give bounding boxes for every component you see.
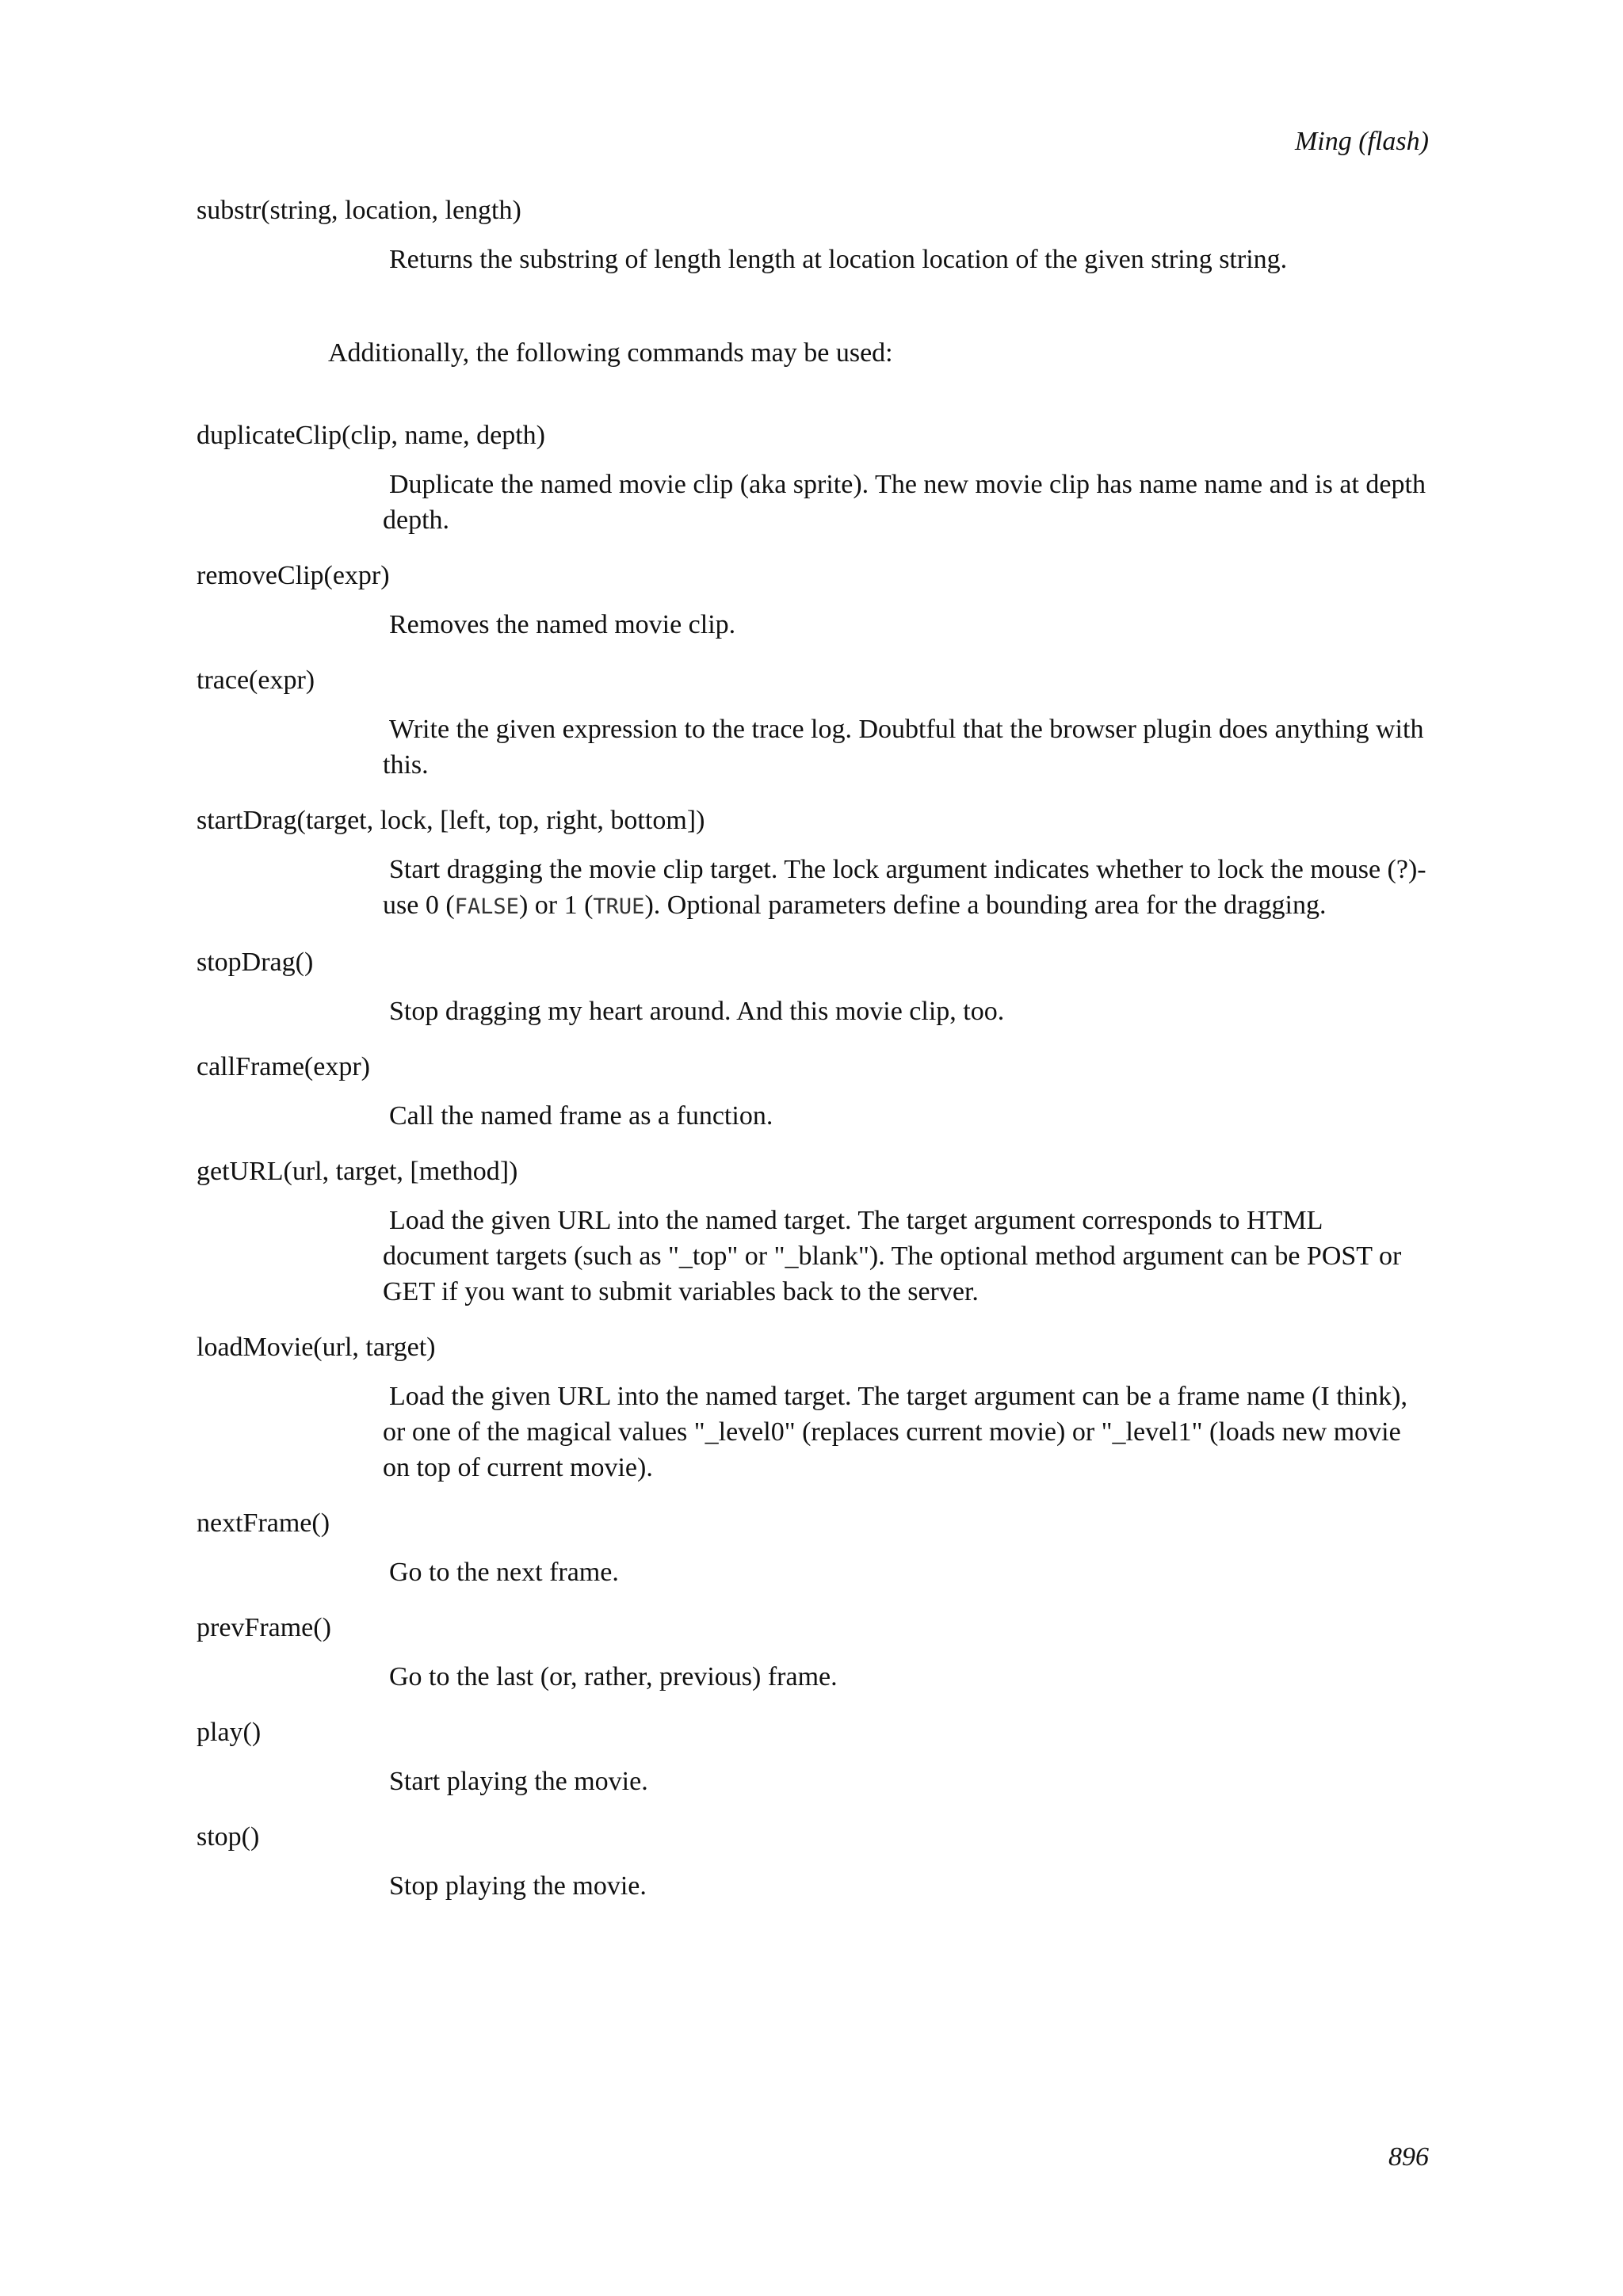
entry-description: Stop playing the movie.: [389, 1871, 647, 1901]
function-list: [197, 193, 1433, 1924]
entry-term: getURL(url, target, [method]): [197, 1157, 518, 1186]
entry-term: substr(string, location, length): [197, 196, 521, 225]
entry-term: prevFrame(): [197, 1613, 331, 1642]
desc-text: ) or 1 (: [518, 891, 594, 920]
code-false: FALSE: [454, 894, 519, 919]
page-number: 896: [1388, 2142, 1429, 2172]
entry-term: stopDrag(): [197, 948, 314, 977]
entry-description: Stop dragging my heart around. And this movie clip, too.: [389, 997, 1005, 1026]
entry-substr: [197, 193, 1433, 277]
entry-description: Start playing the movie.: [389, 1767, 648, 1796]
entry-description: Go to the next frame.: [389, 1558, 619, 1587]
running-header: Ming (flash): [1294, 127, 1429, 156]
entry-nextframe: [197, 1506, 1433, 1590]
entry-term: duplicateClip(clip, name, depth): [197, 421, 545, 450]
entry-geturl: [197, 1154, 1433, 1310]
entry-description: Duplicate the named movie clip (aka sprite). The new movie clip has name name and is at depth depth.: [383, 470, 1426, 535]
entry-description: Write the given expression to the trace log. Doubtful that the browser plugin does anything with this.: [383, 715, 1424, 780]
entry-play: [197, 1715, 1433, 1799]
desc-text: Start dragging the movie clip target. The lock argument indicates whether to lock the mouse (?)- use 0 (: [383, 855, 1426, 920]
entry-prevframe: [197, 1611, 1433, 1695]
entry-removeclip: [197, 559, 1433, 643]
entry-term: loadMovie(url, target): [197, 1333, 436, 1362]
entry-description: Load the given URL into the named target. The target argument can be a frame name (I think), or one of the magical values "_level0" (replaces current movie) or "_level1" (loads new movie on top of current movie).: [383, 1382, 1407, 1482]
entry-stop: [197, 1820, 1433, 1904]
entry-loadmovie: [197, 1330, 1433, 1486]
entry-callframe: [197, 1050, 1433, 1134]
code-true: TRUE: [593, 894, 645, 919]
entry-description: Load the given URL into the named target. The target argument corresponds to HTML document targets (such as "_top" or "_blank"). The optional method argument can be POST or GET if you want to submit variables back to the server.: [383, 1206, 1402, 1306]
entry-description: Returns the substring of length length at location location of the given string string.: [389, 245, 1288, 274]
entry-term: trace(expr): [197, 666, 315, 695]
intro-text: Additionally, the following commands may be used:: [328, 338, 893, 368]
desc-text: ). Optional parameters define a bounding area for the dragging.: [644, 891, 1327, 920]
entry-startdrag: [197, 803, 1433, 925]
entry-term: play(): [197, 1718, 262, 1747]
entry-description: [383, 852, 1433, 925]
entry-term: stop(): [197, 1822, 260, 1852]
entry-duplicateclip: [197, 418, 1433, 538]
entry-stopdrag: [197, 945, 1433, 1029]
entry-term: startDrag(target, lock, [left, top, right, bottom]): [197, 806, 705, 835]
entry-description: Removes the named movie clip.: [389, 610, 736, 639]
entry-description: Call the named frame as a function.: [389, 1101, 773, 1131]
entry-trace: [197, 663, 1433, 783]
entry-term: nextFrame(): [197, 1508, 330, 1538]
entry-description: Go to the last (or, rather, previous) frame.: [389, 1662, 838, 1691]
entry-term: removeClip(expr): [197, 561, 390, 590]
entry-term: callFrame(expr): [197, 1052, 370, 1081]
